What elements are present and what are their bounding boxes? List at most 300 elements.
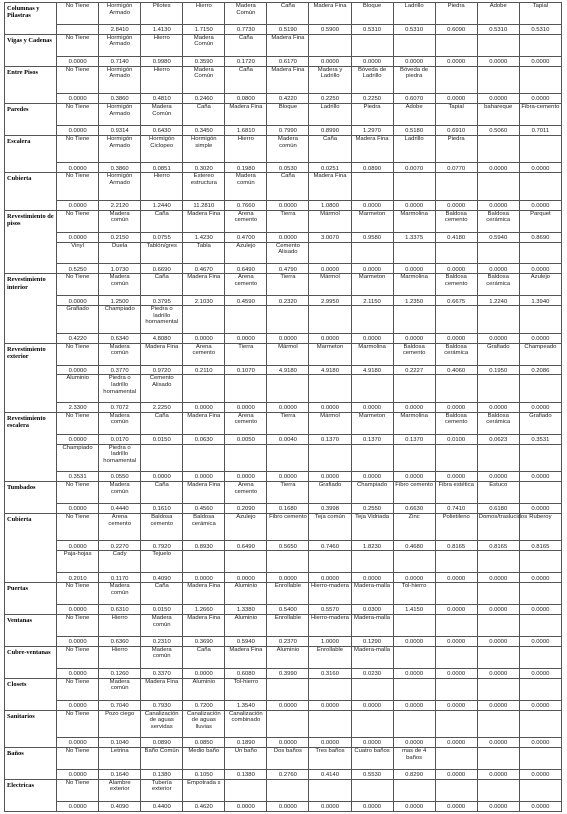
option-label: Adobe [393,104,435,126]
option-label [225,375,267,402]
option-value: 0.1950 [477,365,519,375]
value-row [5,296,562,306]
option-label: No Tiene [57,34,99,56]
option-label [477,678,519,700]
option-label: Caña [183,646,225,668]
option-value: 0.0000 [57,541,99,551]
option-label: Grafiado [57,306,99,333]
option-label [519,242,561,264]
option-label: Marmolina [351,343,393,365]
option-value: 0.0150 [141,605,183,615]
option-label: Piedra [351,104,393,126]
option-label [435,444,477,471]
option-value: 0.0000 [225,402,267,412]
option-label: Madera-malla [351,646,393,668]
option-value: 0.0000 [57,126,99,136]
option-label: Arena cemento [183,343,225,365]
option-label: Baldosa cerámica [183,513,225,540]
option-label: Tierra [267,274,309,296]
option-value: 0.0000 [519,56,561,66]
option-value: 3.0070 [309,232,351,242]
option-label: Azulejo [225,242,267,264]
option-label: Arena cemento [225,274,267,296]
option-value: 0.0000 [351,573,393,583]
option-value: 0.3690 [183,636,225,646]
option-label: Caña [141,482,183,504]
option-value: 0.2110 [183,365,225,375]
option-value: 0.0000 [57,200,99,210]
option-label: Pozo ciego [99,710,141,737]
option-value: 4.8080 [141,333,183,343]
option-label: Hormigón Armado [99,3,141,25]
option-value: 0.1070 [225,365,267,375]
option-label: Madera-malla [351,583,393,605]
value-row [5,769,562,779]
section-title: Cubierta [5,513,57,582]
option-value: 0.0000 [183,668,225,678]
option-label [393,551,435,573]
option-value: 0.0755 [141,232,183,242]
option-value: 0.2090 [225,504,267,514]
value-row [5,472,562,482]
option-label [351,375,393,402]
option-label: Marmolina [393,412,435,434]
option-label: Empotrada s [183,779,225,801]
label-row [5,306,562,333]
option-value: 0.0000 [393,200,435,210]
option-value: 0.0000 [477,700,519,710]
label-row [5,646,562,668]
option-value: 0.0000 [57,700,99,710]
option-label: Arena cemento [225,482,267,504]
option-label: Madera común [99,274,141,296]
option-label: Arena cemento [225,210,267,232]
label-row [5,412,562,434]
option-value: 1.6810 [225,126,267,136]
option-label: Madera común [99,412,141,434]
option-label: Baldosa cemento [393,343,435,365]
option-value: 0.0000 [435,264,477,274]
option-value: 0.0530 [267,163,309,173]
option-value: 0.7011 [519,126,561,136]
option-value: 0.4140 [309,769,351,779]
option-label: Hierro [183,3,225,25]
option-label: Hierro [99,614,141,636]
option-value: 0.4060 [435,365,477,375]
option-label: Adobe [477,3,519,25]
option-label: Grafiado [477,343,519,365]
label-row [5,614,562,636]
option-value: 0.3860 [99,94,141,104]
option-value: 1.2440 [141,200,183,210]
option-value: 0.0000 [309,402,351,412]
option-value: 0.0000 [57,504,99,514]
option-label: Baldosa cerámica [477,412,519,434]
option-value: 0.0000 [393,668,435,678]
option-label: No Tiene [57,482,99,504]
option-value: 0.2086 [519,365,561,375]
option-label: Hierro-madera [309,614,351,636]
option-label: Tierra [267,412,309,434]
option-label: Caña [183,104,225,126]
section-title: Revestimiento exterior [5,343,57,412]
value-row [5,56,562,66]
option-label [435,551,477,573]
option-value: 0.5310 [519,24,561,34]
option-label: Piedra [435,135,477,162]
option-label: Madera Fina [225,646,267,668]
value-row [5,163,562,173]
option-value: 0.0000 [393,573,435,583]
option-label [225,306,267,333]
option-label: No Tiene [57,678,99,700]
option-label [309,306,351,333]
option-value: 0.0000 [435,56,477,66]
option-label [435,173,477,200]
option-label: Tabla [183,242,225,264]
option-value: 0.8290 [393,769,435,779]
option-label: Marmolina [393,210,435,232]
option-label: Madera Común [141,104,183,126]
option-value: 1.4130 [141,24,183,34]
option-value: 0.0000 [225,801,267,811]
label-row [5,710,562,737]
option-value: 0.0000 [519,333,561,343]
option-value: 0.0770 [435,163,477,173]
option-value: 0.0000 [225,333,267,343]
option-label: Tablón/gres [141,242,183,264]
option-label [309,242,351,264]
option-label: Caña [267,173,309,200]
section-title: Puertas [5,583,57,615]
option-value: 0.0000 [57,769,99,779]
option-value: 0.1980 [225,163,267,173]
option-value: 0.8690 [519,232,561,242]
option-value: 0.5250 [57,264,99,274]
option-value: 0.1290 [351,636,393,646]
option-label [351,306,393,333]
option-label: Bóveda de Ladrillo [351,66,393,93]
option-label: Hierro-madera [309,583,351,605]
option-label: Baldosa cemento [435,274,477,296]
option-label: No Tiene [57,3,99,25]
option-label [477,779,519,801]
option-value: 0.0000 [435,333,477,343]
option-label [519,583,561,605]
option-value: 2.9950 [309,296,351,306]
option-value: 0.0000 [351,264,393,274]
option-value: 1.3380 [225,605,267,615]
option-value: 0.2010 [57,573,99,583]
option-label [351,34,393,56]
option-value: 0.0000 [57,296,99,306]
option-value: 0.0000 [477,200,519,210]
option-value: 0.4790 [267,264,309,274]
option-label: Bóveda de piedra [393,66,435,93]
option-value: 0.0300 [351,605,393,615]
option-label [141,444,183,471]
option-label: Caña [267,3,309,25]
option-value: 1.2500 [99,296,141,306]
option-label: Pilotes [141,3,183,25]
option-value: 0.2150 [99,232,141,242]
option-value: 0.2370 [267,636,309,646]
option-value: 0.0000 [267,472,309,482]
option-label: Fibra-cemento [519,104,561,126]
option-value: 1.2240 [477,296,519,306]
option-value: 0.0000 [351,333,393,343]
option-value: 0.0000 [519,769,561,779]
option-value: 0.0000 [519,264,561,274]
option-value: 4.9180 [351,365,393,375]
option-label [351,678,393,700]
option-value: 0.1890 [225,738,267,748]
option-value: 0.0000 [435,472,477,482]
option-value: 1.4230 [183,232,225,242]
option-label: Hormigón Armado [99,66,141,93]
option-value: 0.7200 [183,700,225,710]
option-value: 0.9980 [141,56,183,66]
option-value: 0.3450 [183,126,225,136]
option-value: 0.4180 [435,232,477,242]
option-label: Marmolina [393,274,435,296]
option-value: 0.7072 [99,402,141,412]
option-value: 0.3860 [99,163,141,173]
option-label [435,306,477,333]
option-label [309,678,351,700]
option-value: 0.0890 [351,163,393,173]
option-value: 0.8165 [435,541,477,551]
option-value: 0.0000 [57,163,99,173]
option-label [477,583,519,605]
value-row [5,700,562,710]
option-value: 0.0000 [477,163,519,173]
option-value: 0.0000 [309,573,351,583]
option-label: Madera Común [183,34,225,56]
option-label [519,444,561,471]
option-value: 0.4620 [183,801,225,811]
option-value: 0.4440 [99,504,141,514]
option-label [393,173,435,200]
option-value: 0.2250 [351,94,393,104]
option-label [267,375,309,402]
valuation-table [4,2,562,812]
option-label [477,710,519,737]
option-value: 0.1260 [99,668,141,678]
section-title: Escalera [5,135,57,172]
option-value: 0.1380 [141,769,183,779]
option-label: No Tiene [57,173,99,200]
option-value: 0.0000 [393,264,435,274]
option-label: Madera Fina [267,66,309,93]
option-label: Tierra [225,343,267,365]
option-value: 0.0000 [393,333,435,343]
section-title: Revestimiento interior [5,274,57,343]
option-label: Hormigón simple [183,135,225,162]
option-value: 0.0000 [519,472,561,482]
option-value: 2.8410 [99,24,141,34]
label-row [5,242,562,264]
option-value: 0.2310 [141,636,183,646]
value-row [5,232,562,242]
option-value: 0.6630 [393,504,435,514]
section-title: Electricas [5,779,57,811]
option-value: 0.0000 [309,738,351,748]
option-value: 0.8165 [519,541,561,551]
label-row [5,551,562,573]
label-row [5,747,562,769]
option-label [519,779,561,801]
option-label: Piedra o ladrillo hornamental [99,375,141,402]
option-value: 0.4700 [225,232,267,242]
label-row [5,135,562,162]
option-value: 0.2550 [351,504,393,514]
option-value: 0.0000 [267,738,309,748]
option-label [519,306,561,333]
option-label [351,444,393,471]
option-label [393,779,435,801]
option-value: 0.0000 [309,264,351,274]
option-label [351,173,393,200]
option-label: Baldosa cemento [435,210,477,232]
option-label: No Tiene [57,614,99,636]
option-label: Marmeton [309,343,351,365]
option-label: Hormigón Armado [99,173,141,200]
option-value: 0.4560 [183,504,225,514]
section-title: Entre Pisos [5,66,57,103]
label-row [5,210,562,232]
option-value: 0.0000 [519,801,561,811]
option-value: 0.0000 [435,738,477,748]
option-label: Baldosa cerámica [435,343,477,365]
option-label [477,306,519,333]
option-value: 0.0000 [477,668,519,678]
label-row [5,678,562,700]
option-label: Azulejo [519,274,561,296]
value-row [5,402,562,412]
value-row [5,333,562,343]
option-label [267,444,309,471]
section-title: Columnas y Pilastras [5,3,57,35]
option-value: 0.0000 [435,605,477,615]
option-value: 0.5310 [393,24,435,34]
option-label [435,710,477,737]
option-label: Hierro [225,135,267,162]
section-title: Tumbados [5,482,57,514]
option-label: Mármol [309,210,351,232]
option-label [267,710,309,737]
option-label [267,779,309,801]
option-value: 0.0000 [57,636,99,646]
option-label [393,306,435,333]
option-value: 0.7930 [141,700,183,710]
option-label [477,173,519,200]
option-label: Letrina [99,747,141,769]
option-value: 0.0000 [57,56,99,66]
option-value: 0.0000 [267,200,309,210]
option-value: 0.0000 [183,402,225,412]
option-label: Hierro [141,34,183,56]
option-label [309,710,351,737]
option-label [435,747,477,769]
option-value: 0.0000 [57,365,99,375]
label-row [5,34,562,56]
option-value: 0.2460 [183,94,225,104]
option-value: 0.0000 [393,700,435,710]
option-label: Ruberoy [519,513,561,540]
option-label: No Tiene [57,274,99,296]
option-value: 0.0000 [351,200,393,210]
option-value: 0.1370 [309,434,351,444]
option-label: Piedra o ladrillo hornamental [99,444,141,471]
value-row [5,573,562,583]
option-value: 0.0000 [477,472,519,482]
option-label: Marmeton [351,412,393,434]
option-value: 0.0000 [393,801,435,811]
option-label: Hormigón Armado [99,34,141,56]
option-label: Marmeton [351,210,393,232]
option-value: 0.0000 [351,700,393,710]
option-label: Polietileno [435,513,477,540]
option-label: Madera común [99,583,141,605]
option-label [225,551,267,573]
option-label [351,242,393,264]
option-value [57,24,99,34]
option-label: Madera Fina [351,135,393,162]
option-label [519,614,561,636]
option-label: Domos/traslucidos [477,513,519,540]
option-value: 0.0000 [225,472,267,482]
option-label [393,34,435,56]
option-label: Madera Fina [225,104,267,126]
option-value: 0.6080 [225,668,267,678]
option-value: 0.0000 [519,636,561,646]
option-value: 0.5570 [309,605,351,615]
option-value: 0.0000 [393,636,435,646]
option-label [393,375,435,402]
option-label [435,34,477,56]
option-label: Canalización de aguas servidas [141,710,183,737]
option-value: 0.0000 [267,402,309,412]
option-label [477,646,519,668]
option-value: 0.0000 [519,402,561,412]
option-value: 0.3990 [267,668,309,678]
option-value: 1.3375 [393,232,435,242]
option-value: 0.1170 [99,573,141,583]
section-title: Revestimiento de pisos [5,210,57,274]
option-label: Madera Fina [183,614,225,636]
option-value: 0.0000 [435,200,477,210]
option-value: 0.6690 [141,264,183,274]
option-label [435,678,477,700]
option-value: 0.0000 [435,769,477,779]
option-label: Tol-hierro [225,678,267,700]
option-label: Caña [141,412,183,434]
option-value: 0.0000 [309,333,351,343]
option-label: Madera Fina [141,343,183,365]
value-row [5,126,562,136]
option-label [309,34,351,56]
option-label [351,710,393,737]
option-value: 0.5190 [267,24,309,34]
option-label [435,66,477,93]
option-value: 0.5900 [309,24,351,34]
option-label: No Tiene [57,779,99,801]
option-value: 0.6170 [267,56,309,66]
option-label [309,551,351,573]
option-value: 0.0230 [351,668,393,678]
option-label [351,779,393,801]
